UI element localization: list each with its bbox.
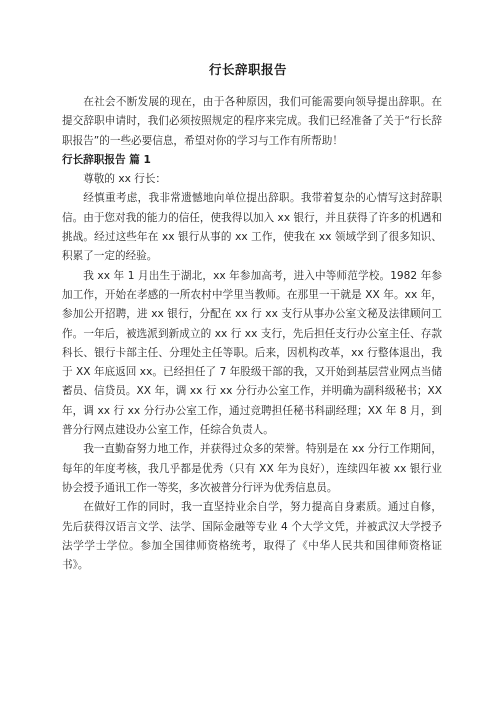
body-paragraph-2: 我 xx 年 1 月出生于湖北，xx 年参加高考，进入中等师范学校。1982 年参加工作，开始在孝感的一所农村中学里当教师。在那里一干就是 XX 年。xx 年，参加公开招聘，进 xx 银行，分配在 xx 行 xx 支行从事办公室文秘及法律顾问工作。一年后，被选派到新成立的 xx 行 xx 支行，先后担任支行办公室主任、存款科长、银行卡部主任、分理处主任等职。后来，因机构改革，xx 行整体退出，我于 XX 年底返回 xx。已经担任了 7 年股级干部的我，又开始到基层营业网点当储蓄员、信贷员。XX 年，调 xx 行 xx 分行办公室工作，并明确为副科级秘书；XX 年，调 xx 行 xx 分行办公室工作，通过竞聘担任秘书科副经理；XX 年 8 月，到普分行网点建设办公室工作，任综合负责人。: [62, 269, 442, 437]
intro-paragraph: 在社会不断发展的现在，由于各种原因，我们可能需要向领导提出辞职。在提交辞职申请时，我们必须按照规定的程序来完成。我们已经准备了关于“行长辞职报告”的一些必要信息，希望对你的学习与工作有所帮助！: [62, 96, 442, 147]
document-body: [62, 93, 442, 575]
document-title: 行长辞职报告: [208, 62, 287, 77]
body-paragraph-1: 经慎重考虑，我非常遗憾地向单位提出辞职。我带着复杂的心情写这封辞职信。由于您对我的能力的信任，使我得以加入 xx 银行，并且获得了许多的机遇和挑战。经过这些年在 xx 银行从事的 xx 工作，使我在 xx 领域学到了很多知识、积累了一定的经验。: [62, 192, 442, 263]
salutation: 尊敬的 xx 行长：: [83, 173, 167, 186]
section-heading: 行长辞职报告 篇 1: [62, 153, 151, 166]
body-paragraph-4: 在做好工作的同时，我一直坚持业余自学，努力提高自身素质。通过自修，先后获得汉语言文学、法学、国际金融等专业 4 个大学文凭，并被武汉大学授予法学学士学位。参加全国律师资格统考，取得了《中华人民共和国律师资格证书》。: [62, 501, 442, 572]
body-paragraph-3: 我一直勤奋努力地工作，并获得过众多的荣誉。特别是在 xx 分行工作期间，每年的年度考核，我几乎都是优秀（只有 XX 年为良好），连续四年被 xx 银行业协会授予通讯工作一等奖，多次被普分行评为优秀信息员。: [62, 443, 442, 494]
